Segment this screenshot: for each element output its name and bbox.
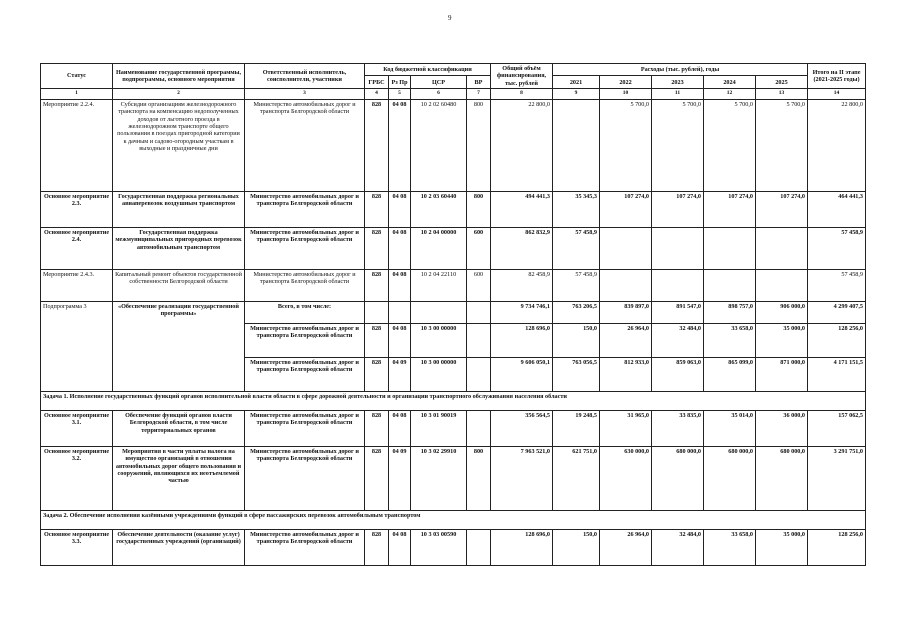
row-name: Субсидии организациям железнодорожного транспорта на компенсацию недополученных доходов от льготного проезда в железнодорожном транспорте общего пользования в поездах пригородной категории к дачным и садово-огородным участкам в выходные и праздничные дни bbox=[113, 99, 245, 191]
row-2024: 107 274,0 bbox=[704, 191, 756, 227]
row-rzpr: 04 09 bbox=[389, 446, 411, 510]
row-total: 22 800,0 bbox=[491, 99, 553, 191]
header-grbs: ГРБС bbox=[365, 76, 389, 88]
row-vr bbox=[467, 323, 491, 357]
row-grbs: 828 bbox=[365, 446, 389, 510]
row-2023: 32 484,0 bbox=[652, 323, 704, 357]
row-executor: Министерство автомобильных дорог и транспорта Белгородской области bbox=[245, 529, 365, 565]
row-name: Государственная поддержка региональных авиаперевозок воздушным транспортом bbox=[113, 191, 245, 227]
row-csr: 10 2 04 00000 bbox=[411, 227, 467, 269]
header-2021: 2021 bbox=[553, 76, 600, 88]
row-2022: 26 964,0 bbox=[600, 323, 652, 357]
row-stage-total: 4 171 151,5 bbox=[808, 357, 866, 391]
col-number: 5 bbox=[389, 88, 411, 99]
row-status: Основное мероприятие 2.4. bbox=[41, 227, 113, 269]
row-2024: 33 658,0 bbox=[704, 323, 756, 357]
row-status: Основное мероприятие 3.1. bbox=[41, 410, 113, 446]
col-number: 14 bbox=[808, 88, 866, 99]
header-2025: 2025 bbox=[756, 76, 808, 88]
row-2023 bbox=[652, 227, 704, 269]
header-total-funding: Общий объём финансирования, тыс. рублей bbox=[491, 64, 553, 89]
row-total: 82 458,9 bbox=[491, 269, 553, 301]
row-2025: 680 000,0 bbox=[756, 446, 808, 510]
col-number: 7 bbox=[467, 88, 491, 99]
page-number: 9 bbox=[448, 14, 452, 22]
header-2024: 2024 bbox=[704, 76, 756, 88]
row-vr: 800 bbox=[467, 446, 491, 510]
row-rzpr: 04 08 bbox=[389, 410, 411, 446]
row-2023: 5 700,0 bbox=[652, 99, 704, 191]
header-status: Статус bbox=[41, 64, 113, 89]
row-rzpr: 04 09 bbox=[389, 357, 411, 391]
row-vr bbox=[467, 410, 491, 446]
col-number: 13 bbox=[756, 88, 808, 99]
row-2024: 898 757,0 bbox=[704, 301, 756, 323]
row-2024: 33 658,0 bbox=[704, 529, 756, 565]
row-name: Государственная поддержка межмуниципальных пригородных перевозок автомобильным транспортом bbox=[113, 227, 245, 269]
row-2022: 630 000,0 bbox=[600, 446, 652, 510]
row-2022 bbox=[600, 269, 652, 301]
row-vr bbox=[467, 529, 491, 565]
row-2021: 621 751,0 bbox=[553, 446, 600, 510]
row-2021: 763 056,5 bbox=[553, 357, 600, 391]
row-vr bbox=[467, 301, 491, 323]
row-2025: 5 700,0 bbox=[756, 99, 808, 191]
row-grbs: 828 bbox=[365, 99, 389, 191]
row-executor: Министерство автомобильных дорог и транспорта Белгородской области bbox=[245, 323, 365, 357]
row-2025 bbox=[756, 227, 808, 269]
row-2025: 36 000,0 bbox=[756, 410, 808, 446]
row-executor: Министерство автомобильных дорог и транспорта Белгородской области bbox=[245, 99, 365, 191]
row-2024: 865 099,0 bbox=[704, 357, 756, 391]
row-status: Основное мероприятие 3.2. bbox=[41, 446, 113, 510]
table-row bbox=[41, 446, 866, 510]
table-row bbox=[41, 227, 866, 269]
row-2025 bbox=[756, 269, 808, 301]
row-rzpr: 04 08 bbox=[389, 191, 411, 227]
row-2024 bbox=[704, 227, 756, 269]
row-stage-total: 4 299 407,5 bbox=[808, 301, 866, 323]
row-csr: 10 3 00 00000 bbox=[411, 323, 467, 357]
row-vr: 800 bbox=[467, 191, 491, 227]
col-number: 9 bbox=[553, 88, 600, 99]
row-2025: 871 000,0 bbox=[756, 357, 808, 391]
row-csr bbox=[411, 301, 467, 323]
row-csr: 10 3 02 29910 bbox=[411, 446, 467, 510]
row-2021: 763 206,5 bbox=[553, 301, 600, 323]
row-executor: Министерство автомобильных дорог и транспорта Белгородской области bbox=[245, 357, 365, 391]
col-number: 10 bbox=[600, 88, 652, 99]
row-status: Мероприятие 2.2.4. bbox=[41, 99, 113, 191]
col-number: 11 bbox=[652, 88, 704, 99]
row-2022: 812 933,0 bbox=[600, 357, 652, 391]
header-2022: 2022 bbox=[600, 76, 652, 88]
row-2024: 680 000,0 bbox=[704, 446, 756, 510]
row-rzpr: 04 08 bbox=[389, 269, 411, 301]
row-stage-total: 464 441,3 bbox=[808, 191, 866, 227]
row-2021: 35 345,3 bbox=[553, 191, 600, 227]
row-status: Мероприятие 2.4.3. bbox=[41, 269, 113, 301]
row-2021 bbox=[553, 99, 600, 191]
row-executor: Министерство автомобильных дорог и транспорта Белгородской области bbox=[245, 410, 365, 446]
row-grbs: 828 bbox=[365, 227, 389, 269]
row-2024: 35 014,0 bbox=[704, 410, 756, 446]
task-1-title: Задача 1. Исполнение государственных функций органов исполнительной власти области в сфере дорожной деятельности и организации транспортного обслуживания населения области bbox=[41, 391, 866, 410]
row-rzpr: 04 08 bbox=[389, 99, 411, 191]
row-rzpr: 04 08 bbox=[389, 227, 411, 269]
table-row bbox=[41, 99, 866, 191]
col-number: 2 bbox=[113, 88, 245, 99]
row-2023: 680 000,0 bbox=[652, 446, 704, 510]
subprogram-row bbox=[41, 301, 866, 323]
row-grbs: 828 bbox=[365, 529, 389, 565]
row-total: 128 696,0 bbox=[491, 323, 553, 357]
task-2-title: Задача 2. Обеспечение исполнения казёнными учреждениями функций в сфере пассажирских перевозок автомобильным транспортом bbox=[41, 510, 866, 529]
row-2025: 107 274,0 bbox=[756, 191, 808, 227]
row-total: 862 832,9 bbox=[491, 227, 553, 269]
row-2021: 19 248,5 bbox=[553, 410, 600, 446]
row-2021: 57 458,9 bbox=[553, 227, 600, 269]
row-2023: 891 547,0 bbox=[652, 301, 704, 323]
row-2024: 5 700,0 bbox=[704, 99, 756, 191]
col-number: 4 bbox=[365, 88, 389, 99]
subprogram-status: Подпрограмма 3 bbox=[41, 301, 113, 391]
row-total: 9 734 746,1 bbox=[491, 301, 553, 323]
row-total: 128 696,0 bbox=[491, 529, 553, 565]
row-csr: 10 3 01 90019 bbox=[411, 410, 467, 446]
row-csr: 10 2 03 60440 bbox=[411, 191, 467, 227]
row-name: Обеспечение деятельности (оказание услуг) государственных учреждений (организаций) bbox=[113, 529, 245, 565]
row-stage-total: 57 458,9 bbox=[808, 269, 866, 301]
row-csr: 10 3 00 00000 bbox=[411, 357, 467, 391]
row-rzpr: 04 08 bbox=[389, 323, 411, 357]
row-grbs: 828 bbox=[365, 410, 389, 446]
row-2021: 150,0 bbox=[553, 323, 600, 357]
budget-table bbox=[40, 63, 866, 566]
table-row bbox=[41, 529, 866, 565]
header-executor: Ответственный исполнитель, соисполнители, участники bbox=[245, 64, 365, 89]
row-2025: 35 000,0 bbox=[756, 323, 808, 357]
row-grbs bbox=[365, 301, 389, 323]
row-rzpr bbox=[389, 301, 411, 323]
header-expenses: Расходы (тыс. рублей), годы bbox=[553, 64, 808, 76]
header-program-name: Наименование государственной программы, подпрограммы, основного мероприятия bbox=[113, 64, 245, 89]
row-name: Мероприятия в части уплаты налога на имущество организаций в отношении автомобильных дорог общего пользования и сооружений, являющихся их неотъемлемой частью bbox=[113, 446, 245, 510]
header-budget-code: Код бюджетной классификации bbox=[365, 64, 491, 76]
row-rzpr: 04 08 bbox=[389, 529, 411, 565]
row-executor: Министерство автомобильных дорог и транспорта Белгородской области bbox=[245, 446, 365, 510]
row-stage-total: 128 256,0 bbox=[808, 323, 866, 357]
row-total: 356 564,5 bbox=[491, 410, 553, 446]
row-executor: Всего, в том числе: bbox=[245, 301, 365, 323]
row-csr: 10 2 02 60480 bbox=[411, 99, 467, 191]
col-number: 6 bbox=[411, 88, 467, 99]
row-name: Капитальный ремонт объектов государственной собственности Белгородской области bbox=[113, 269, 245, 301]
row-2022: 5 700,0 bbox=[600, 99, 652, 191]
row-total: 9 606 050,1 bbox=[491, 357, 553, 391]
row-name: Обеспечение функций органов власти Белгородской области, в том числе территориальных органов bbox=[113, 410, 245, 446]
header-vr: ВР bbox=[467, 76, 491, 88]
table-row bbox=[41, 410, 866, 446]
row-2025: 906 000,0 bbox=[756, 301, 808, 323]
row-2022: 31 965,0 bbox=[600, 410, 652, 446]
row-stage-total: 22 800,0 bbox=[808, 99, 866, 191]
row-2021: 150,0 bbox=[553, 529, 600, 565]
row-status: Основное мероприятие 2.3. bbox=[41, 191, 113, 227]
row-executor: Министерство автомобильных дорог и транспорта Белгородской области bbox=[245, 227, 365, 269]
row-executor: Министерство автомобильных дорог и транспорта Белгородской области bbox=[245, 191, 365, 227]
row-total: 7 963 521,0 bbox=[491, 446, 553, 510]
header-total-stage: Итого на II этапе (2021-2025 годы) bbox=[808, 64, 866, 89]
row-2023: 859 063,0 bbox=[652, 357, 704, 391]
row-2023: 107 274,0 bbox=[652, 191, 704, 227]
row-grbs: 828 bbox=[365, 191, 389, 227]
column-number-row bbox=[41, 88, 866, 99]
row-vr bbox=[467, 357, 491, 391]
row-2023: 33 835,0 bbox=[652, 410, 704, 446]
row-stage-total: 3 291 751,0 bbox=[808, 446, 866, 510]
row-status: Основное мероприятие 3.3. bbox=[41, 529, 113, 565]
task-row bbox=[41, 510, 866, 529]
header-2023: 2023 bbox=[652, 76, 704, 88]
header-row-1 bbox=[41, 64, 866, 76]
table-row bbox=[41, 269, 866, 301]
row-stage-total: 157 062,5 bbox=[808, 410, 866, 446]
row-2022: 107 274,0 bbox=[600, 191, 652, 227]
row-grbs: 828 bbox=[365, 269, 389, 301]
row-2022 bbox=[600, 227, 652, 269]
row-2022: 26 964,0 bbox=[600, 529, 652, 565]
row-csr: 10 3 03 00590 bbox=[411, 529, 467, 565]
col-number: 8 bbox=[491, 88, 553, 99]
row-grbs: 828 bbox=[365, 357, 389, 391]
row-csr: 10 2 04 22110 bbox=[411, 269, 467, 301]
row-executor: Министерство автомобильных дорог и транспорта Белгородской области bbox=[245, 269, 365, 301]
col-number: 3 bbox=[245, 88, 365, 99]
row-2023 bbox=[652, 269, 704, 301]
row-2021: 57 458,9 bbox=[553, 269, 600, 301]
row-2022: 839 897,0 bbox=[600, 301, 652, 323]
row-vr: 600 bbox=[467, 227, 491, 269]
col-number: 12 bbox=[704, 88, 756, 99]
row-2023: 32 484,0 bbox=[652, 529, 704, 565]
subprogram-name: «Обеспечение реализации государственной программы» bbox=[113, 301, 245, 391]
row-grbs: 828 bbox=[365, 323, 389, 357]
row-2024 bbox=[704, 269, 756, 301]
row-vr: 600 bbox=[467, 269, 491, 301]
row-stage-total: 57 458,9 bbox=[808, 227, 866, 269]
row-2025: 35 000,0 bbox=[756, 529, 808, 565]
row-total: 494 441,3 bbox=[491, 191, 553, 227]
header-rzpr: Рз Пр bbox=[389, 76, 411, 88]
col-number: 1 bbox=[41, 88, 113, 99]
row-vr: 800 bbox=[467, 99, 491, 191]
row-stage-total: 128 256,0 bbox=[808, 529, 866, 565]
task-row bbox=[41, 391, 866, 410]
table-row bbox=[41, 191, 866, 227]
header-csr: ЦСР bbox=[411, 76, 467, 88]
